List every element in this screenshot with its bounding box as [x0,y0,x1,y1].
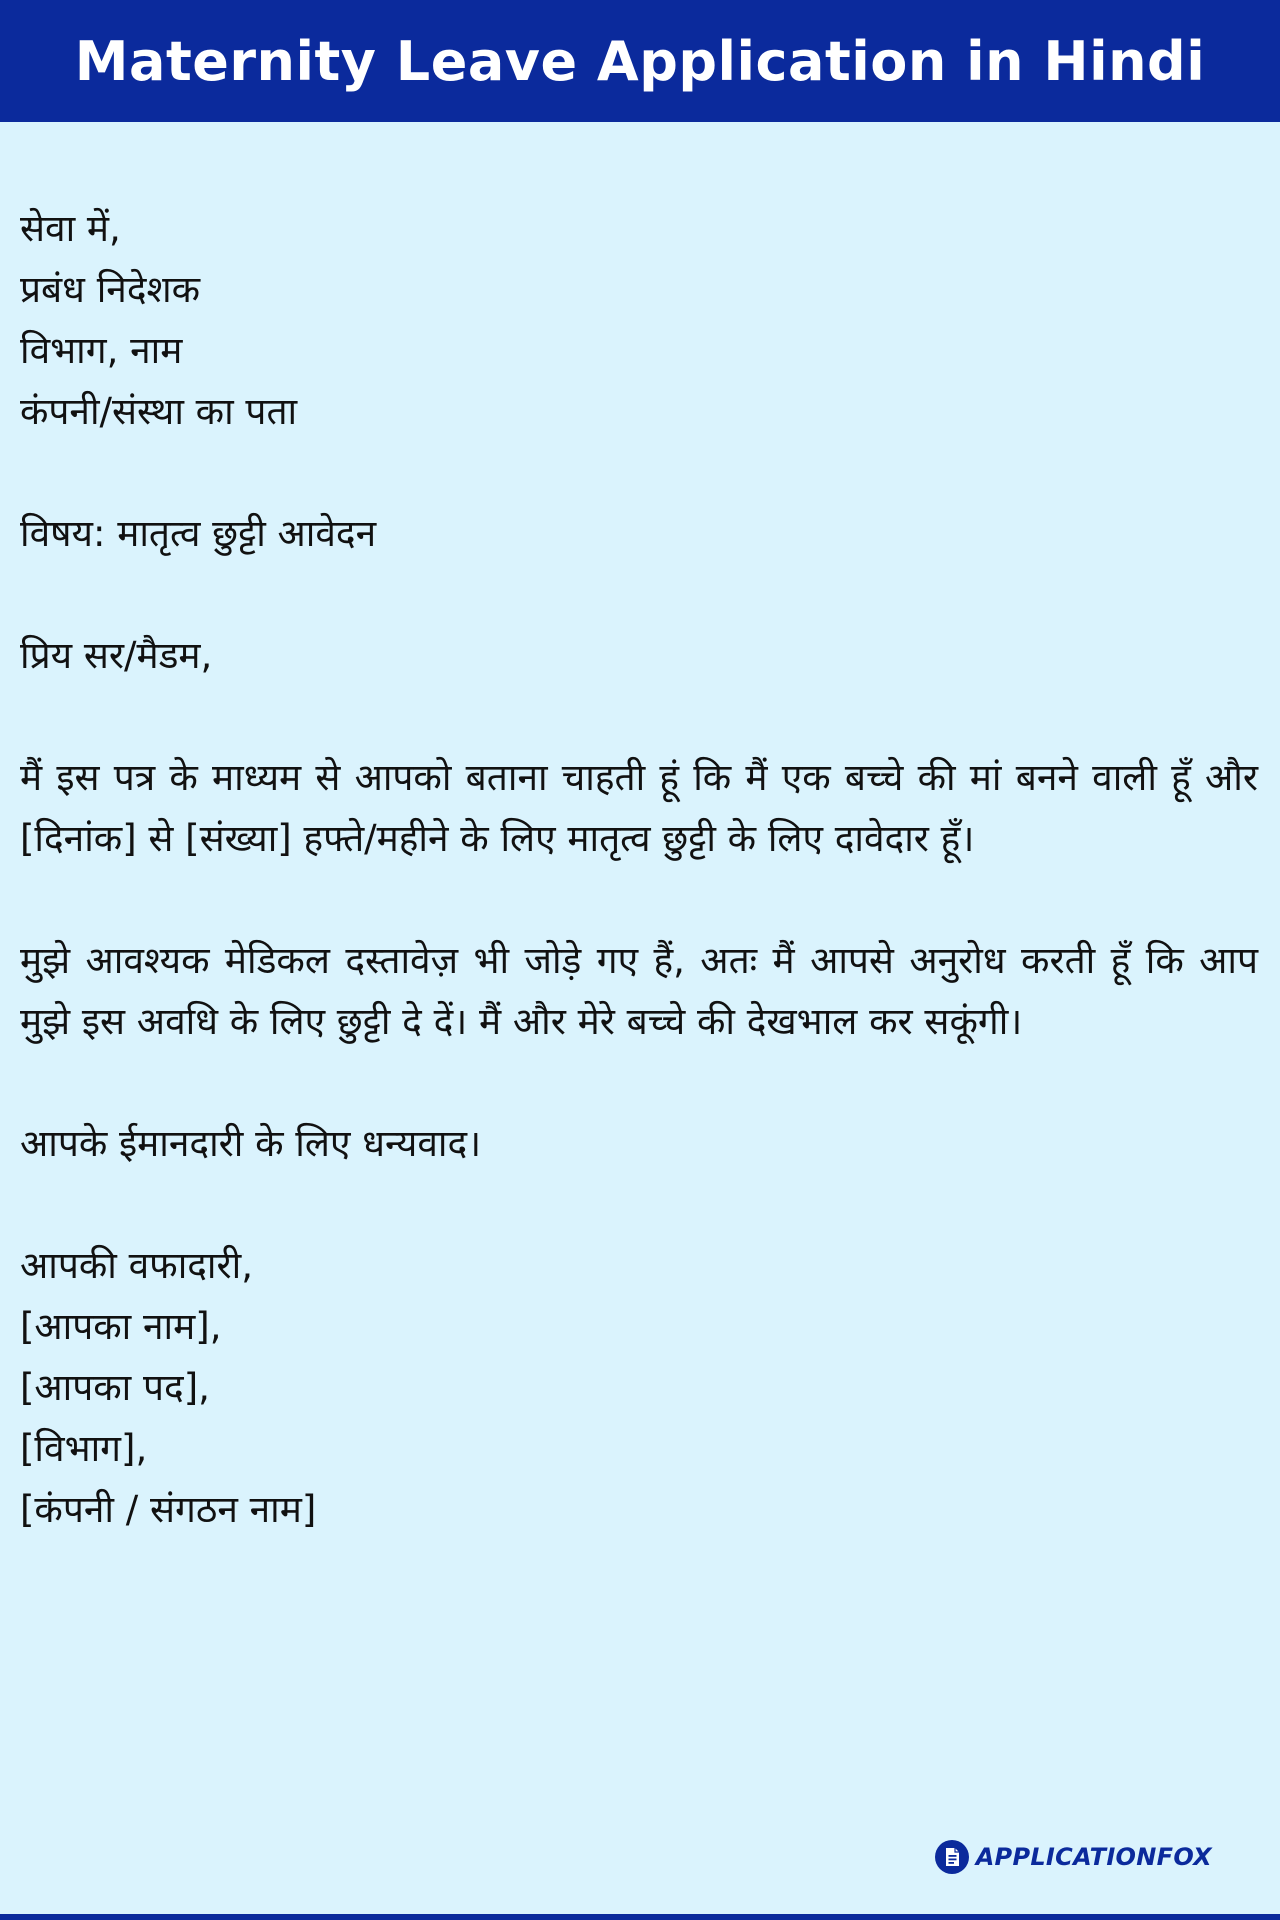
body-paragraph-1: मैं इस पत्र के माध्यम से आपको बताना चाहती हूं कि मैं एक बच्चे की मां बनने वाली हूँ और [दिनांक] से [संख्या] हफ्ते/महीने के लिए मातृत्व छुट्टी के लिए दावेदार हूँ। [20,756,1258,860]
salutation-to: सेवा में, [20,207,121,250]
spacer [20,686,1258,747]
thanks-line: आपके ईमानदारी के लिए धन्यवाद। [20,1122,482,1165]
document-icon [934,1839,970,1875]
signature-department: [विभाग], [20,1427,148,1470]
spacer [20,869,1258,930]
body-paragraph-2: मुझे आवश्यक मेडिकल दस्तावेज़ भी जोड़े गए हैं, अतः मैं आपसे अनुरोध करती हूँ कि आप मुझे इस अवधि के लिए छुट्टी दे दें। मैं और मेरे बच्चे की देखभाल कर सकूंगी। [20,939,1258,1043]
header-banner [0,0,1280,122]
company-address: कंपनी/संस्था का पता [20,390,298,433]
spacer [20,1052,1258,1113]
subject-line: विषय: मातृत्व छुट्टी आवेदन [20,512,377,555]
greeting: प्रिय सर/मैडम, [20,634,213,677]
letter-body [20,198,1258,1540]
spacer [20,564,1258,625]
department-name: विभाग, नाम [20,329,183,372]
signature-position: [आपका पद], [20,1366,210,1409]
spacer [20,442,1258,503]
recipient-title: प्रबंध निदेशक [20,268,201,311]
spacer [20,1174,1258,1235]
signature-company: [कंपनी / संगठन नाम] [20,1488,317,1531]
bottom-border [0,1914,1280,1920]
page-title: Maternity Leave Application in Hindi [74,29,1206,93]
brand-name: APPLICATIONFOX [975,1843,1212,1871]
closing-line: आपकी वफादारी, [20,1244,253,1287]
signature-name: [आपका नाम], [20,1305,222,1348]
brand-logo [934,1839,1212,1875]
